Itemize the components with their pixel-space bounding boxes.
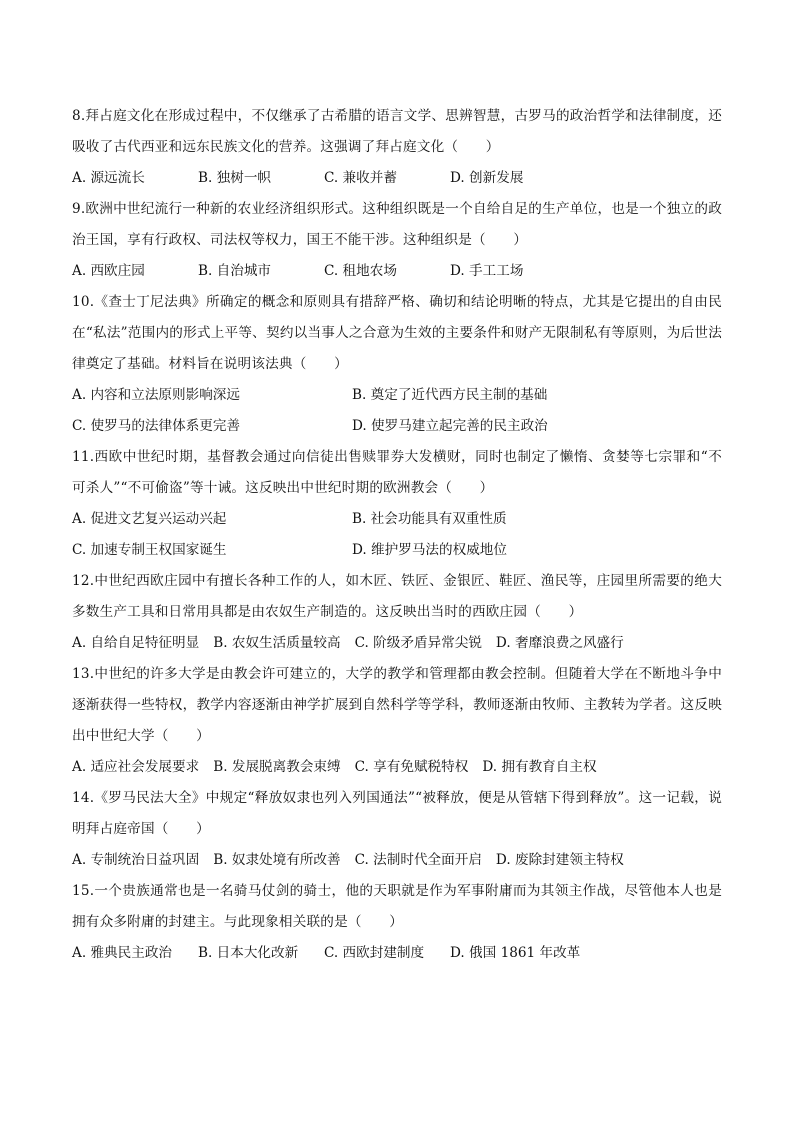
options-row — [72, 380, 722, 411]
options-row — [72, 535, 722, 566]
option-a[interactable]: A. 专制统治日益巩固 — [72, 852, 200, 868]
question-stem: 9.欧洲中世纪流行一种新的农业经济组织形式。这种组织既是一个自给自足的生产单位，也是一个独立的政治王国，享有行政权、司法权等权力，国王不能干涉。这种组织是（ ） — [72, 201, 722, 248]
options-row — [72, 163, 722, 194]
option-a[interactable]: A. 内容和立法原则影响深远 — [72, 387, 240, 403]
option-b[interactable]: B. 独树一帜 — [198, 170, 272, 186]
option-c[interactable]: C. 西欧封建制度 — [324, 945, 425, 961]
option-d[interactable]: D. 废除封建领主特权 — [495, 852, 624, 868]
options-row — [72, 411, 722, 442]
option-d[interactable]: D. 奢靡浪费之风盛行 — [495, 635, 624, 651]
options-row — [72, 752, 722, 783]
options-row — [72, 938, 722, 969]
question-11 — [72, 442, 722, 566]
option-c[interactable]: C. 法制时代全面开启 — [354, 852, 482, 868]
option-c[interactable]: C. 阶级矛盾异常尖锐 — [354, 635, 482, 651]
option-d[interactable]: D. 俄国 1861 年改革 — [450, 945, 581, 961]
question-12 — [72, 566, 722, 659]
question-stem: 10.《查士丁尼法典》所确定的概念和原则具有措辞严格、确切和结论明晰的特点，尤其是它提出的自由民在“私法”范围内的形式上平等、契约以当事人之合意为生效的主要条件和财产无限制私有等原则，为后世法律奠定了基础。材料旨在说明该法典（ ） — [72, 294, 722, 372]
option-d[interactable]: D. 手工工场 — [450, 263, 524, 279]
question-stem: 8.拜占庭文化在形成过程中，不仅继承了古希腊的语言文学、思辨智慧，古罗马的政治哲学和法律制度，还吸收了古代西亚和远东民族文化的营养。这强调了拜占庭文化（ ） — [72, 108, 722, 155]
question-stem: 13.中世纪的许多大学是由教会许可建立的，大学的教学和管理都由教会控制。但随着大学在不断地斗争中逐渐获得一些特权，教学内容逐渐由神学扩展到自然科学等学科，教师逐渐由牧师、主教转为学者。这反映出中世纪大学（ ） — [72, 666, 722, 744]
option-d[interactable]: D. 使罗马建立起完善的民主政治 — [352, 418, 548, 434]
option-b[interactable]: B. 奴隶处境有所改善 — [213, 852, 341, 868]
option-b[interactable]: B. 社会功能具有双重性质 — [352, 511, 507, 527]
question-9 — [72, 194, 722, 287]
options-row — [72, 504, 722, 535]
question-list — [72, 101, 722, 969]
option-d[interactable]: D. 拥有教育自主权 — [482, 759, 597, 775]
option-d[interactable]: D. 维护罗马法的权威地位 — [352, 542, 507, 558]
question-stem: 12.中世纪西欧庄园中有擅长各种工作的人，如木匠、铁匠、金银匠、鞋匠、渔民等，庄园里所需要的绝大多数生产工具和日常用具都是由农奴生产制造的。这反映出当时的西欧庄园（ ） — [72, 573, 722, 620]
option-c[interactable]: C. 租地农场 — [324, 263, 397, 279]
option-d[interactable]: D. 创新发展 — [450, 170, 524, 186]
question-13 — [72, 659, 722, 783]
option-a[interactable]: A. 促进文艺复兴运动兴起 — [72, 511, 227, 527]
question-stem: 14.《罗马民法大全》中规定“释放奴隶也列入列国通法”“被释放，便是从管辖下得到释放”。这一记载，说明拜占庭帝国（ ） — [72, 790, 722, 837]
option-c[interactable]: C. 享有免赋税特权 — [354, 759, 469, 775]
option-a[interactable]: A. 西欧庄园 — [72, 263, 145, 279]
options-row — [72, 256, 722, 287]
option-b[interactable]: B. 发展脱离教会束缚 — [213, 759, 341, 775]
option-b[interactable]: B. 农奴生活质量较高 — [213, 635, 341, 651]
option-b[interactable]: B. 自治城市 — [198, 263, 272, 279]
question-15 — [72, 876, 722, 969]
options-row — [72, 628, 722, 659]
options-row — [72, 845, 722, 876]
question-stem: 11.西欧中世纪时期，基督教会通过向信徒出售赎罪券大发横财，同时也制定了懒惰、贪婪等七宗罪和“不可杀人”“不可偷盗”等十诫。这反映出中世纪时期的欧洲教会（ ） — [72, 449, 722, 496]
question-14 — [72, 783, 722, 876]
question-10 — [72, 287, 722, 442]
option-c[interactable]: C. 兼收并蓄 — [324, 170, 397, 186]
question-8 — [72, 101, 722, 194]
option-a[interactable]: A. 源远流长 — [72, 170, 145, 186]
option-a[interactable]: A. 雅典民主政治 — [72, 945, 173, 961]
option-c[interactable]: C. 使罗马的法律体系更完善 — [72, 418, 241, 434]
question-stem: 15.一个贵族通常也是一名骑马仗剑的骑士，他的天职就是作为军事附庸而为其领主作战，尽管他本人也是拥有众多附庸的封建主。与此现象相关联的是（ ） — [72, 883, 722, 930]
option-a[interactable]: A. 适应社会发展要求 — [72, 759, 200, 775]
option-b[interactable]: B. 奠定了近代西方民主制的基础 — [352, 387, 548, 403]
option-b[interactable]: B. 日本大化改新 — [198, 945, 299, 961]
option-c[interactable]: C. 加速专制王权国家诞生 — [72, 542, 227, 558]
option-a[interactable]: A. 自给自足特征明显 — [72, 635, 200, 651]
